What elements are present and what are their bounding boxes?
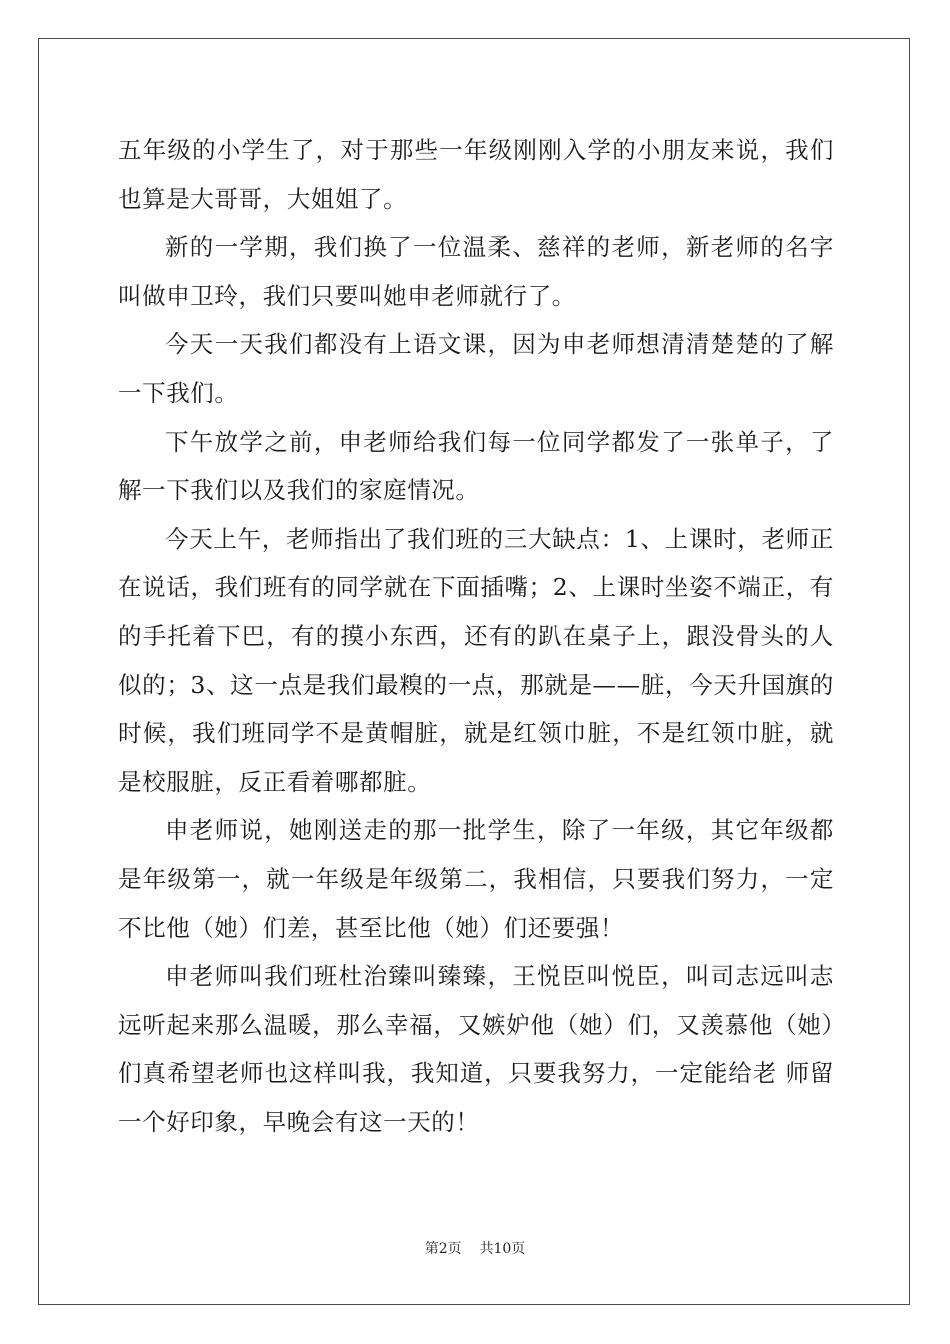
paragraph: 今天上午，老师指出了我们班的三大缺点：1、上课时，老师正在说话，我们班有的同学就在下面插嘴；2、上课时坐姿不端正，有的手托着下巴，有的摸小东西，还有的趴在桌子上，跟没骨头的人似的；3、这一点是我们最糗的一点，那就是——脏，今天升国旗的时候，我们班同学不是黄帽脏，就是红领巾脏，不是红领巾脏，就是校服脏，反正看着哪都脏。 xyxy=(118,524,834,796)
paragraph: 下午放学之前，申老师给我们每一位同学都发了一张单子，了解一下我们以及我们的家庭情况。 xyxy=(118,427,834,505)
paragraph: 五年级的小学生了，对于那些一年级刚刚入学的小朋友来说，我们也算是大哥哥，大姐姐了。 xyxy=(118,136,834,213)
document-body xyxy=(118,126,834,1146)
paragraph: 新的一学期，我们换了一位温柔、慈祥的老师，新老师的名字叫做申卫玲，我们只要叫她申老师就行了。 xyxy=(118,233,834,310)
paragraph: 申老师叫我们班杜治臻叫臻臻，王悦臣叫悦臣，叫司志远叫志远听起来那么温暖，那么幸福，又嫉妒他（她）们，又羡慕他（她）们真希望老师也这样叫我，我知道，只要我努力，一定能给老 师留一个好印象，早晚会有这一天的！ xyxy=(118,962,834,1136)
page-footer xyxy=(0,1238,950,1258)
page-number: 第2页 xyxy=(424,1241,462,1257)
page-total: 共10页 xyxy=(479,1241,526,1257)
paragraph: 申老师说，她刚送走的那一批学生，除了一年级，其它年级都是年级第一，就一年级是年级第二，我相信，只要我们努力，一定不比他（她）们差，甚至比他（她）们还要强！ xyxy=(118,816,834,942)
paragraph: 今天一天我们都没有上语文课，因为申老师想清清楚楚的了解一下我们。 xyxy=(118,330,834,407)
